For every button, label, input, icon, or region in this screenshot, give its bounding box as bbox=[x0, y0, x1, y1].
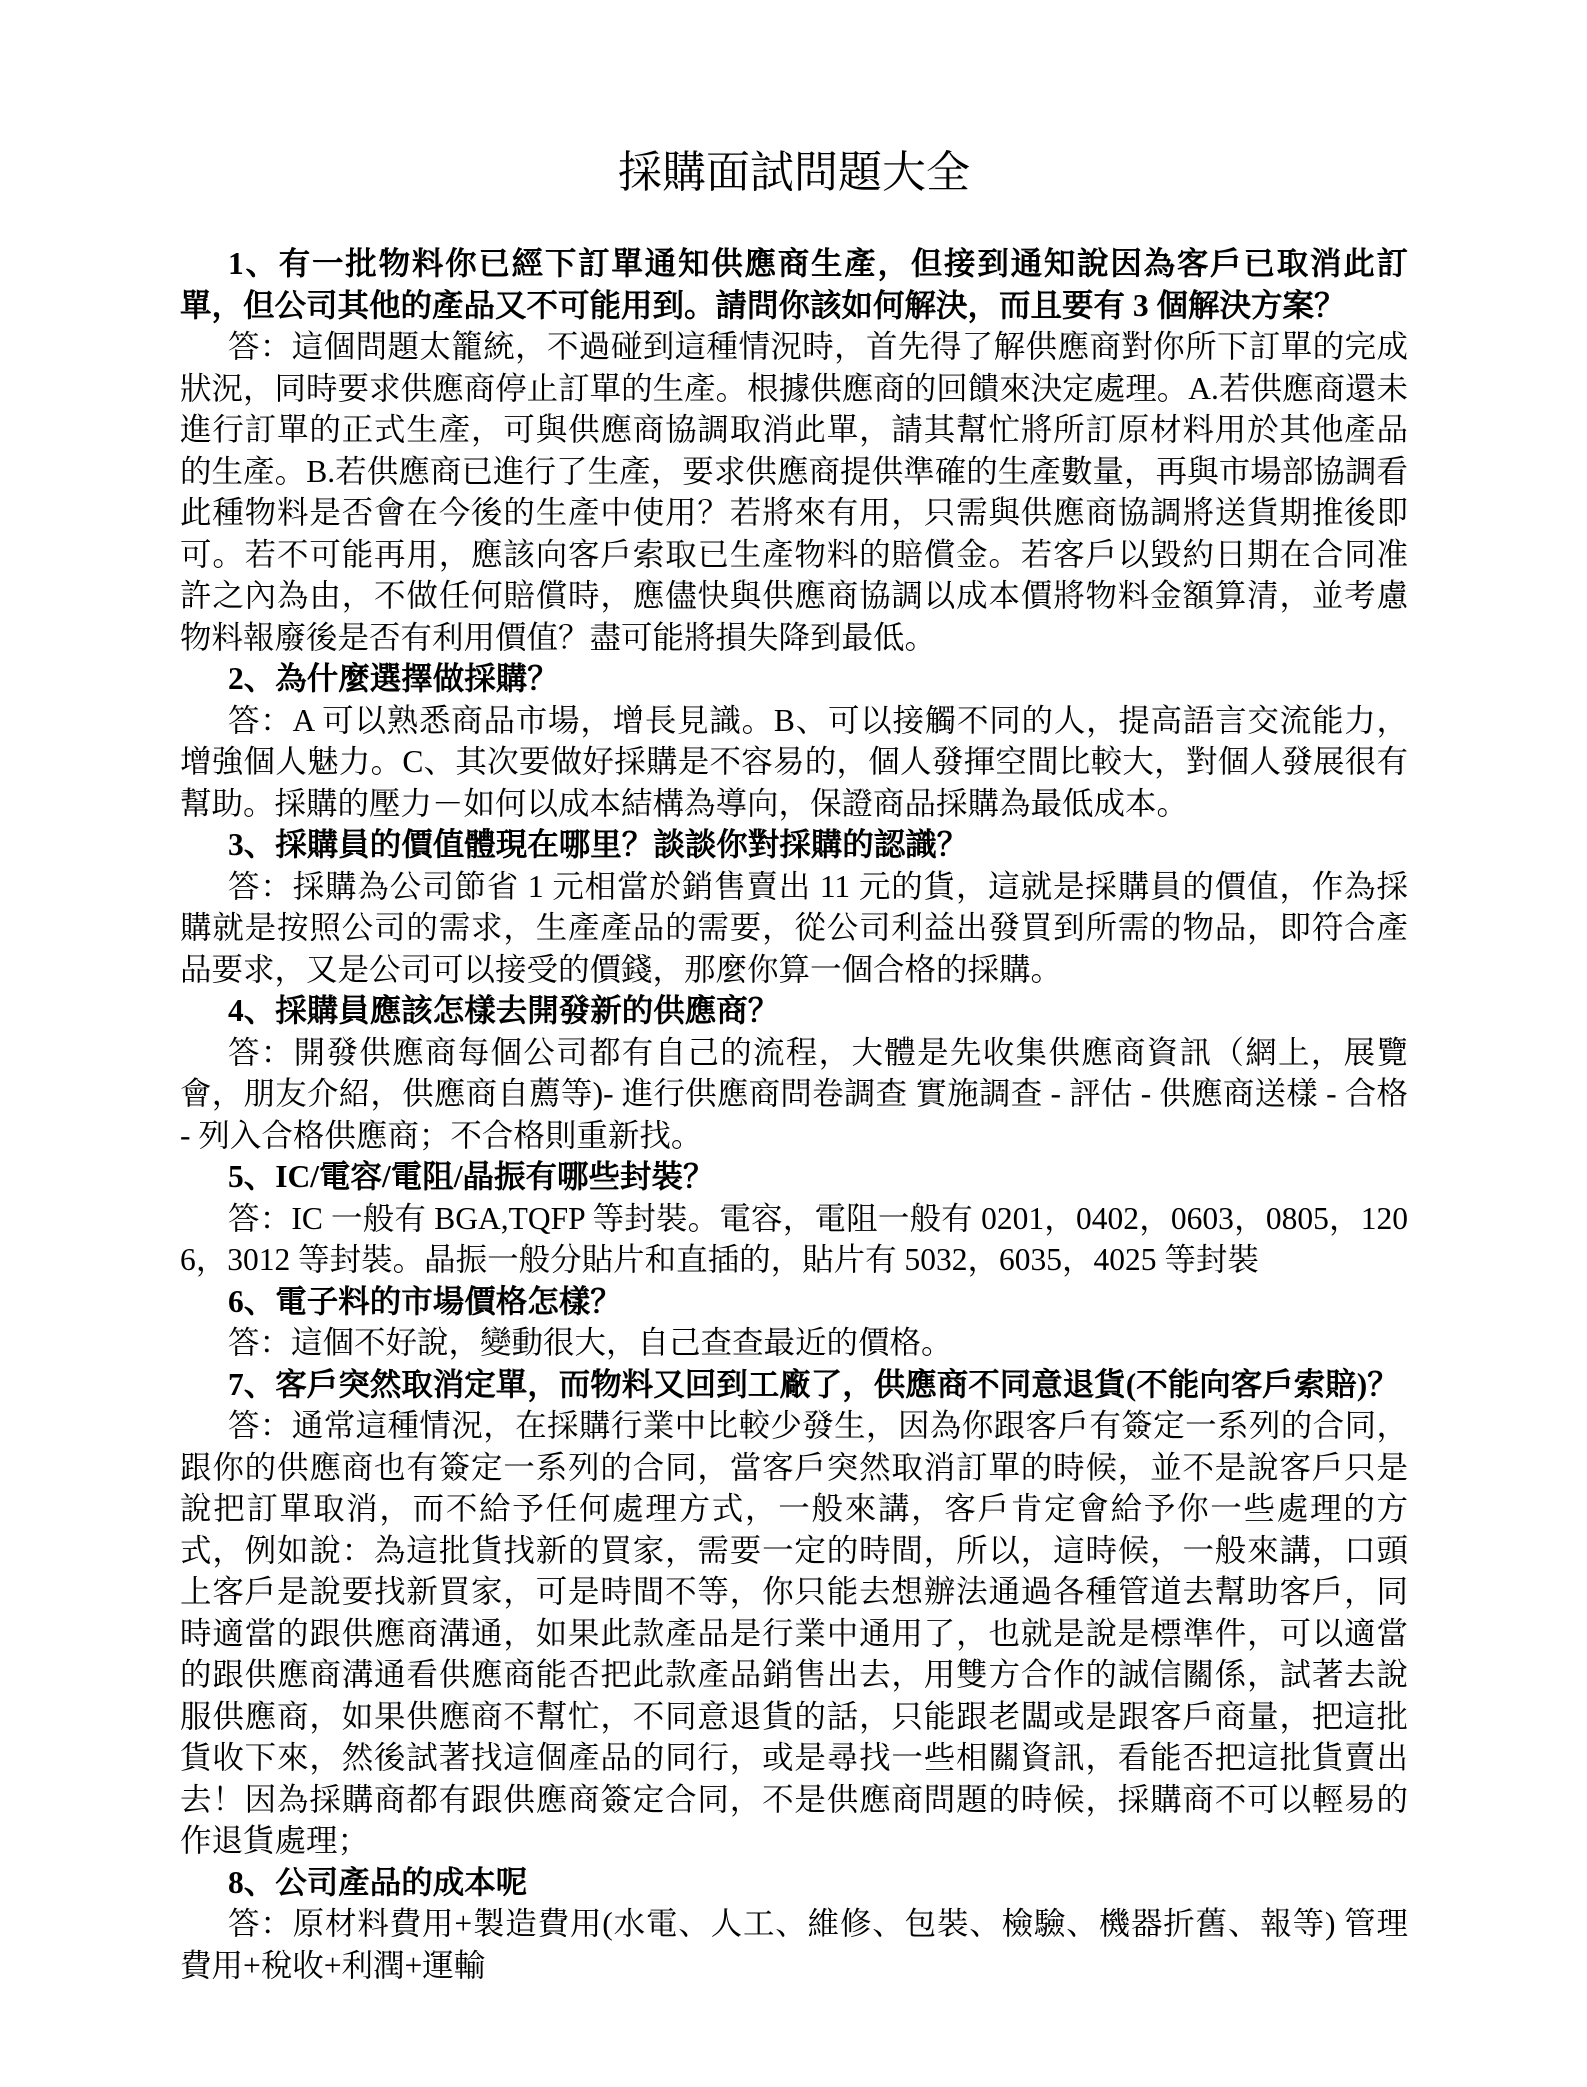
answer-7: 答：通常這種情況，在採購行業中比較少發生，因為你跟客戶有簽定一系列的合同，跟你的供應商也有簽定一系列的合同，當客戶突然取消訂單的時候，並不是說客戶只是說把訂單取消，而不給予任何處理方式，一般來講，客戶肯定會給予你一些處理的方式，例如說：為這批貨找新的買家，需要一定的時間，所以，這時候，一般來講，口頭上客戶是說要找新買家，可是時間不等，你只能去想辦法通過各種管道去幫助客戶，同時適當的跟供應商溝通，如果此款產品是行業中通用了，也就是說是標準件，可以適當的跟供應商溝通看供應商能否把此款產品銷售出去，用雙方合作的誠信關係，試著去說服供應商，如果供應商不幫忙，不同意退貨的話，只能跟老闆或是跟客戶商量，把這批貨收下來，然後試著找這個產品的同行，或是尋找一些相關資訊，看能否把這批貨賣出去！因為採購商都有跟供應商簽定合同，不是供應商問題的時候，採購商不可以輕易的作退貨處理； bbox=[180, 1408, 1408, 1858]
qa-section-7 bbox=[180, 1364, 1408, 1862]
qa-section-4 bbox=[180, 990, 1408, 1156]
document-title: 採購面試問題大全 bbox=[618, 148, 970, 197]
qa-section-1 bbox=[180, 243, 1408, 658]
question-8: 8、公司產品的成本呢 bbox=[228, 1864, 528, 1900]
qa-section-5 bbox=[180, 1156, 1408, 1281]
answer-1: 答：這個問題太籠統，不過碰到這種情況時，首先得了解供應商對你所下訂單的完成狀況，同時要求供應商停止訂單的生產。根據供應商的回饋來決定處理。A.若供應商還未進行訂單的正式生產，可與供應商協調取消此單，請其幫忙將所訂原材料用於其他產品的生產。B.若供應商已進行了生產，要求供應商提供準確的生產數量，再與市場部協調看此種物料是否會在今後的生產中使用？若將來有用，只需與供應商協調將送貨期推後即可。若不可能再用，應該向客戶索取已生產物料的賠償金。若客戶以毀約日期在合同准許之內為由，不做任何賠償時，應儘快與供應商協調以成本價將物料金額算清，並考慮物料報廢後是否有利用價值？盡可能將損失降到最低。 bbox=[180, 329, 1408, 655]
question-6: 6、電子料的市場價格怎樣？ bbox=[228, 1283, 622, 1319]
question-1: 1、有一批物料你已經下訂單通知供應商生產，但接到通知說因為客戶已取消此訂單，但公司其他的產品又不可能用到。請問你該如何解決，而且要有 3 個解決方案？ bbox=[180, 246, 1408, 323]
answer-6: 答：這個不好說，變動很大，自己查查最近的價格。 bbox=[228, 1325, 953, 1360]
question-4: 4、採購員應該怎樣去開發新的供應商？ bbox=[228, 993, 780, 1028]
answer-3: 答：採購為公司節省 1 元相當於銷售賣出 11 元的貨，這就是採購員的價值，作為採購就是按照公司的需求，生產產品的需要，從公司利益出發買到所需的物品，即符合產品要求，又是公司可以接受的價錢，那麼你算一個合格的採購。 bbox=[180, 868, 1408, 987]
qa-section-3 bbox=[180, 824, 1408, 990]
qa-section-2 bbox=[180, 658, 1408, 824]
answer-4: 答：開發供應商每個公司都有自己的流程，大體是先收集供應商資訊（網上，展覽會，朋友介紹，供應商自薦等)- 進行供應商問卷調查 實施調查 - 評估 - 供應商送樣 - 合格 - 列入合格供應商；不合格則重新找。 bbox=[180, 1034, 1408, 1153]
question-5: 5、IC/電容/電阻/晶振有哪些封裝？ bbox=[228, 1159, 715, 1194]
question-3: 3、採購員的價值體現在哪里？談談你對採購的認識？ bbox=[228, 827, 969, 862]
question-7: 7、客戶突然取消定單，而物料又回到工廠了，供應商不同意退貨(不能向客戶索賠)？ bbox=[228, 1366, 1399, 1402]
answer-2: 答：A 可以熟悉商品市場，增長見識。B、可以接觸不同的人，提高語言交流能力，增強個人魅力。C、其次要做好採購是不容易的，個人發揮空間比較大，對個人發展很有幫助。採購的壓力－如何以成本結構為導向，保證商品採購為最低成本。 bbox=[180, 702, 1408, 821]
question-2: 2、為什麼選擇做採購？ bbox=[228, 661, 559, 696]
qa-section-8 bbox=[180, 1862, 1408, 1987]
answer-5: 答：IC 一般有 BGA,TQFP 等封裝。電容，電阻一般有 0201，0402，0603，0805，1206，3012 等封裝。晶振一般分貼片和直插的，貼片有 5032，6035，4025 等封裝 bbox=[180, 1200, 1408, 1277]
qa-section-6 bbox=[180, 1281, 1408, 1364]
answer-8: 答：原材料費用+製造費用(水電、人工、維修、包裝、檢驗、機器折舊、報等) 管理費用+稅收+利潤+運輸 bbox=[180, 1906, 1408, 1983]
